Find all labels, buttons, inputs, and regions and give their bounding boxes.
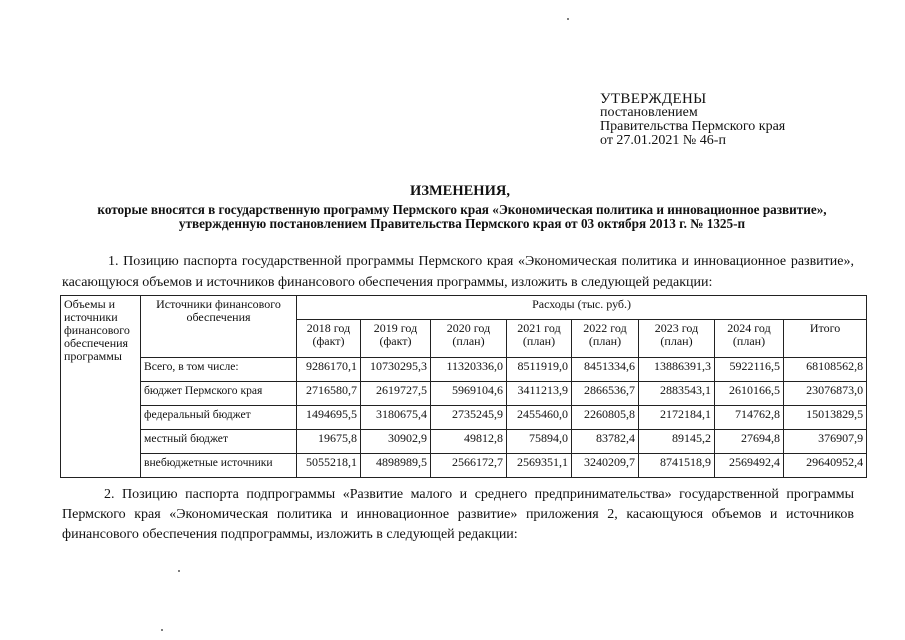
value-cell: 8511919,0	[507, 358, 572, 382]
total-cell: 376907,9	[784, 430, 867, 454]
value-cell: 89145,2	[639, 430, 715, 454]
value-cell: 4898989,5	[361, 454, 431, 478]
value-cell: 2566172,7	[431, 454, 507, 478]
total-cell: 29640952,4	[784, 454, 867, 478]
source-cell: внебюджетные источники	[141, 454, 297, 478]
approval-heading: УТВЕРЖДЕНЫ	[600, 91, 707, 107]
total-cell: 68108562,8	[784, 358, 867, 382]
paragraph-2: 2. Позицию паспорта подпрограммы «Развитие малого и среднего предпринимательства» государственной программы Пермского края «Экономическая политика и инновационное развитие» приложения 2, касающуюся объемов и источников финансового обеспечения подпрограммы, изложить в следующей редакции:	[62, 487, 854, 542]
value-cell: 5922116,5	[715, 358, 784, 382]
approval-line-1: постановлением	[600, 105, 698, 120]
value-cell: 2866536,7	[572, 382, 639, 406]
table-row	[61, 382, 867, 406]
value-cell: 13886391,3	[639, 358, 715, 382]
value-cell: 83782,4	[572, 430, 639, 454]
source-cell: бюджет Пермского края	[141, 382, 297, 406]
year-header-cell: 2023 год (план)	[639, 320, 715, 358]
source-cell: федеральный бюджет	[141, 406, 297, 430]
table-row	[61, 358, 867, 382]
value-cell: 30902,9	[361, 430, 431, 454]
document-subtitle: которые вносятся в государственную программу Пермского края «Экономическая политика и инновационное развитие», утвержденную постановлением Правительства Пермского края от 03 октября 2013 г. № 1325-п	[97, 202, 827, 231]
value-cell: 19675,8	[297, 430, 361, 454]
table-row	[61, 430, 867, 454]
approval-block	[600, 92, 785, 148]
approval-line-2: Правительства Пермского края	[600, 119, 786, 134]
value-cell: 2883543,1	[639, 382, 715, 406]
value-cell: 5055218,1	[297, 454, 361, 478]
table-header-row	[61, 296, 867, 320]
total-cell: 23076873,0	[784, 382, 867, 406]
table-row	[61, 406, 867, 430]
value-cell: 10730295,3	[361, 358, 431, 382]
value-cell: 11320336,0	[431, 358, 507, 382]
value-cell: 2569351,1	[507, 454, 572, 478]
value-cell: 2619727,5	[361, 382, 431, 406]
year-header-cell: 2018 год (факт)	[297, 320, 361, 358]
value-cell: 2735245,9	[431, 406, 507, 430]
value-cell: 2569492,4	[715, 454, 784, 478]
source-cell: Всего, в том числе:	[141, 358, 297, 382]
total-cell: 15013829,5	[784, 406, 867, 430]
value-cell: 8451334,6	[572, 358, 639, 382]
value-cell: 714762,8	[715, 406, 784, 430]
value-cell: 3411213,9	[507, 382, 572, 406]
value-cell: 2455460,0	[507, 406, 572, 430]
value-cell: 75894,0	[507, 430, 572, 454]
year-header-cell: 2021 год (план)	[507, 320, 572, 358]
paragraph-1: 1. Позицию паспорта государственной программы Пермского края «Экономическая политика и инновационное развитие», касающуюся объемов и источников финансового обеспечения программы, изложить в следующей редакции:	[62, 254, 854, 290]
table-row	[61, 454, 867, 478]
year-header-cell: 2020 год (план)	[431, 320, 507, 358]
row-label-cell: Объемы и источники финансового обеспечения программы	[61, 296, 141, 478]
value-cell: 8741518,9	[639, 454, 715, 478]
value-cell: 49812,8	[431, 430, 507, 454]
value-cell: 2260805,8	[572, 406, 639, 430]
value-cell: 27694,8	[715, 430, 784, 454]
value-cell: 2716580,7	[297, 382, 361, 406]
year-header-cell: 2019 год (факт)	[361, 320, 431, 358]
document-title: ИЗМЕНЕНИЯ,	[410, 183, 510, 199]
value-cell: 9286170,1	[297, 358, 361, 382]
value-cell: 1494695,5	[297, 406, 361, 430]
year-header-cell: 2024 год (план)	[715, 320, 784, 358]
value-cell: 2610166,5	[715, 382, 784, 406]
financing-table	[60, 295, 867, 478]
value-cell: 3240209,7	[572, 454, 639, 478]
source-header-cell: Источники финансового обеспечения	[141, 296, 297, 358]
source-cell: местный бюджет	[141, 430, 297, 454]
value-cell: 2172184,1	[639, 406, 715, 430]
year-header-cell: 2022 год (план)	[572, 320, 639, 358]
approval-line-3: от 27.01.2021 № 46-п	[600, 133, 726, 148]
total-header-cell: Итого	[784, 320, 867, 358]
value-cell: 3180675,4	[361, 406, 431, 430]
value-cell: 5969104,6	[431, 382, 507, 406]
expenses-header-cell: Расходы (тыс. руб.)	[297, 296, 867, 320]
